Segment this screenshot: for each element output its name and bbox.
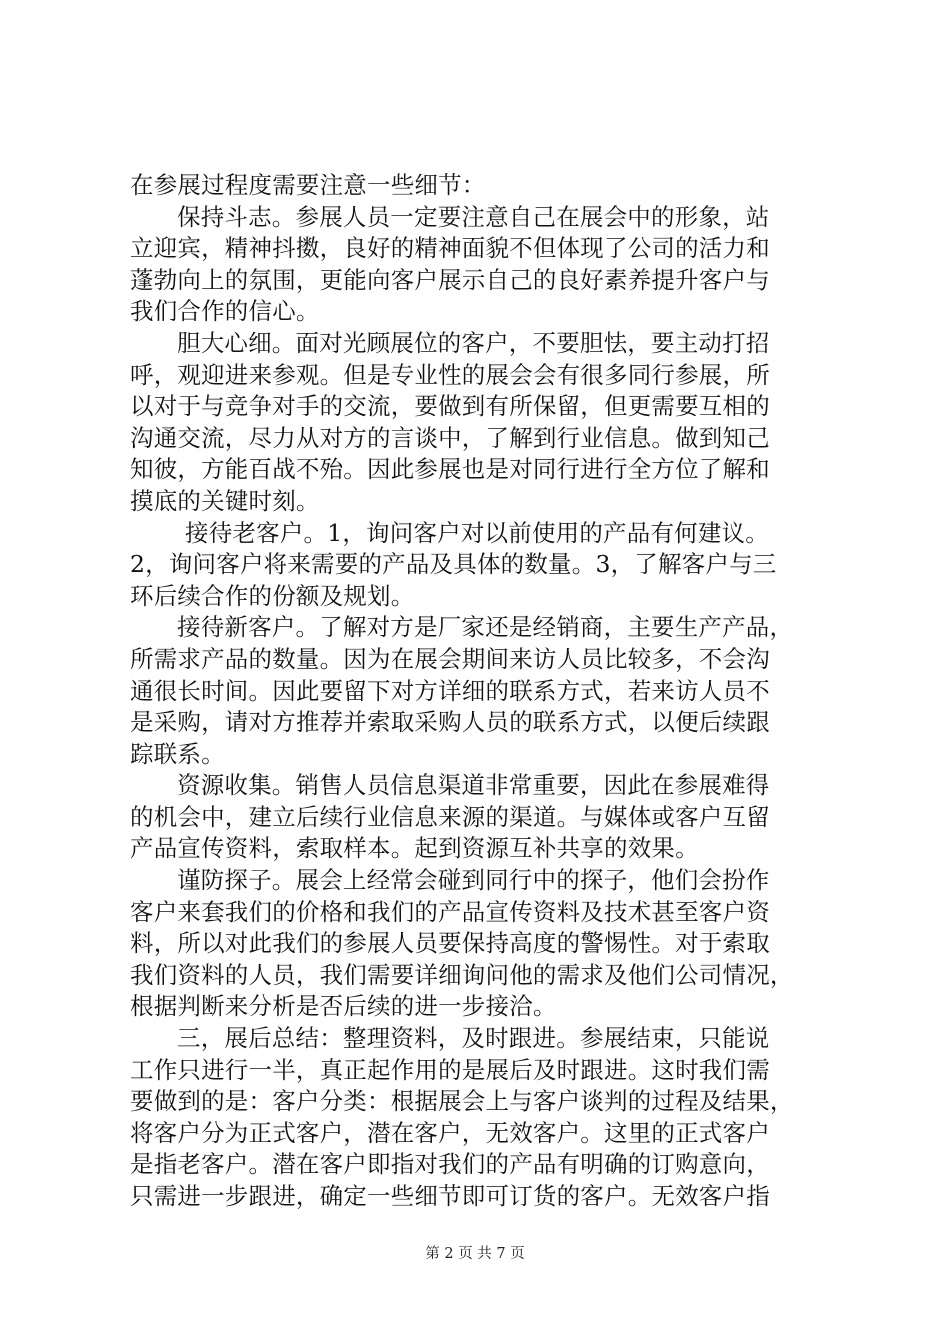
paragraph-start-line: 保持斗志。参展人员一定要注意自己在展会中的形象，站 bbox=[177, 202, 770, 231]
text-line: 的机会中，建立后续行业信息来源的渠道。与媒体或客户互留 bbox=[130, 802, 770, 831]
text-line: 踪联系。 bbox=[130, 739, 225, 768]
text-line: 工作只进行一半，真正起作用的是展后及时跟进。这时我们需 bbox=[130, 1055, 770, 1084]
text-line: 沟通交流，尽力从对方的言谈中，了解到行业信息。做到知己 bbox=[130, 423, 770, 452]
text-line: 呼，观迎进来参观。但是专业性的展会会有很多同行参展，所 bbox=[130, 360, 770, 389]
text-line: 是指老客户。潜在客户即指对我们的产品有明确的订购意向， bbox=[130, 1150, 770, 1179]
text-line: 蓬勃向上的氛围，更能向客户展示自己的良好素养提升客户与 bbox=[130, 265, 770, 294]
text-line: 以对于与竞争对手的交流，要做到有所保留，但更需要互相的 bbox=[130, 392, 770, 421]
paragraph-start-line: 接待新客户。了解对方是厂家还是经销商，主要生产产品， bbox=[177, 613, 794, 642]
text-line: 是采购，请对方推荐并索取采购人员的联系方式，以便后续跟 bbox=[130, 708, 770, 737]
text-line: 知彼，方能百战不殆。因此参展也是对同行进行全方位了解和 bbox=[130, 455, 770, 484]
text-line: 环后续合作的份额及规划。 bbox=[130, 581, 415, 610]
paragraph-start-line: 谨防探子。展会上经常会碰到同行中的探子，他们会扮作 bbox=[177, 866, 770, 895]
paragraph-start-line: 资源收集。销售人员信息渠道非常重要，因此在参展难得 bbox=[177, 771, 770, 800]
text-line: 所需求产品的数量。因为在展会期间来访人员比较多，不会沟 bbox=[130, 644, 770, 673]
text-line: 立迎宾，精神抖擞，良好的精神面貌不但体现了公司的活力和 bbox=[130, 234, 770, 263]
text-line: 在参展过程度需要注意一些细节： bbox=[130, 171, 486, 199]
page-number-footer: 第 2 页 共 7 页 bbox=[425, 1246, 525, 1262]
document-body bbox=[130, 170, 830, 1213]
text-line: 客户来套我们的价格和我们的产品宣传资料及技术甚至客户资 bbox=[130, 897, 770, 926]
text-line: 我们合作的信心。 bbox=[130, 297, 320, 326]
text-line: 2，询问客户将来需要的产品及具体的数量。3，了解客户与三 bbox=[130, 550, 777, 579]
text-line: 产品宣传资料，索取样本。起到资源互补共享的效果。 bbox=[130, 834, 699, 863]
text-line: 只需进一步跟进，确定一些细节即可订货的客户。无效客户指 bbox=[130, 1182, 770, 1210]
text-line: 将客户分为正式客户，潜在客户，无效客户。这里的正式客户 bbox=[130, 1118, 770, 1147]
paragraph-start-line: 三，展后总结：整理资料，及时跟进。参展结束，只能说 bbox=[177, 1024, 770, 1053]
text-line: 要做到的是：客户分类：根据展会上与客户谈判的过程及结果， bbox=[130, 1087, 794, 1116]
text-line: 我们资料的人员，我们需要详细询问他的需求及他们公司情况， bbox=[130, 960, 794, 989]
text-line: 料，所以对此我们的参展人员要保持高度的警惕性。对于索取 bbox=[130, 929, 770, 958]
text-line: 根据判断来分析是否后续的进一步接洽。 bbox=[130, 992, 557, 1021]
paragraph-start-line: 胆大心细。面对光顾展位的客户，不要胆怯，要主动打招 bbox=[177, 328, 770, 357]
text-line: 通很长时间。因此要留下对方详细的联系方式，若来访人员不 bbox=[130, 676, 770, 705]
text-line: 摸底的关键时刻。 bbox=[130, 486, 320, 515]
paragraph-start-line: 接待老客户。1，询问客户对以前使用的产品有何建议。 bbox=[185, 518, 769, 547]
